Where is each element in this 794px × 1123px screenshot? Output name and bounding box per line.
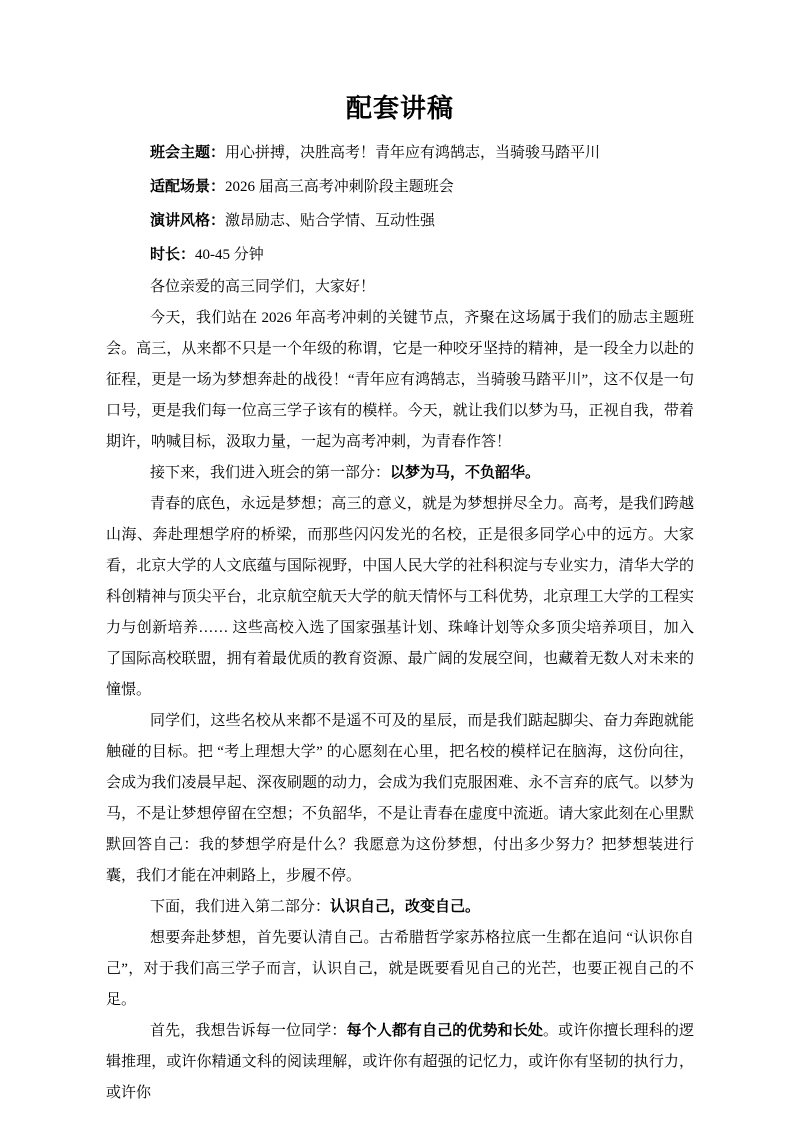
document-content xyxy=(106,92,694,1109)
meta-line xyxy=(106,204,694,238)
text-run: 青春的底色，永远是梦想；高三的意义，就是为梦想拼尽全力。高考，是我们跨越山海、奔赴理想学府的桥梁，而那些闪闪发光的名校，正是很多同学心中的远方。大家看，北京大学的人文底蕴与国际视野，中国人民大学的社科积淀与专业实力，清华大学的科创精神与顶尖平台，北京航空航天大学的航天情怀与工科优势，北京理工大学的工程实力与创新培养…… 这些高校入选了国家强基计划、珠峰计划等众多顶尖培养项目，加入了国际高校联盟，拥有着最优质的教育资源、最广阔的发展空间，也藏着无数人对未来的憧憬。 xyxy=(106,496,694,698)
bold-text-run: 每个人都有自己的优势和长处 xyxy=(346,1023,543,1039)
meta-line xyxy=(106,170,694,204)
body-paragraph xyxy=(106,1016,694,1109)
bold-text-run: 时长： xyxy=(150,247,196,263)
text-run: 今天，我们站在 2026 年高考冲刺的关键节点，齐聚在这场属于我们的励志主题班会。高三，从来都不只是一个年级的称谓，它是一种咬牙坚持的精神，是一段全力以赴的征程，更是一场为梦想奔赴的战役！“青年应有鸿鹄志，当骑骏马踏平川”，这不仅是一句口号，更是我们每一位高三学子该有的模样。今天，就让我们以梦为马，正视自我，带着期许，呐喊目标，汲取力量，一起为高考冲刺，为青春作答！ xyxy=(106,310,694,450)
meta-section xyxy=(106,136,694,272)
text-run: 想要奔赴梦想，首先要认清自己。古希腊哲学家苏格拉底一生都在追问 “认识你自己”，对于我们高三学子而言，认识自己，就是既要看见自己的光芒，也要正视自己的不足。 xyxy=(106,930,694,1008)
text-run: 40-45 分钟 xyxy=(195,247,264,263)
text-run: 首先，我想告诉每一位同学： xyxy=(150,1023,347,1039)
body-paragraph xyxy=(106,489,694,706)
bold-text-run: 认识自己，改变自己。 xyxy=(330,899,481,915)
bold-text-run: 适配场景： xyxy=(150,179,226,195)
text-run: 接下来，我们进入班会的第一部分： xyxy=(150,465,391,481)
bold-text-run: 演讲风格： xyxy=(150,213,226,229)
text-run: 。或许你擅长理科的逻辑推理，或许你精通文科的阅读理解，或许你有超强的记忆力，或许你有坚韧的执行力，或许你 xyxy=(106,1023,694,1101)
meta-line xyxy=(106,136,694,170)
body-paragraph xyxy=(106,892,694,923)
text-run: 各位亲爱的高三同学们，大家好！ xyxy=(150,279,376,295)
body-paragraph xyxy=(106,923,694,1016)
body-paragraph xyxy=(106,303,694,458)
body-paragraph xyxy=(106,706,694,892)
text-run: 激昂励志、贴合学情、互动性强 xyxy=(225,213,436,229)
body-section xyxy=(106,272,694,1109)
body-paragraph xyxy=(106,458,694,489)
page-title: 配套讲稿 xyxy=(345,94,454,123)
meta-line xyxy=(106,238,694,272)
bold-text-run: 班会主题： xyxy=(150,145,226,161)
bold-text-run: 以梦为马，不负韶华。 xyxy=(390,465,541,481)
text-run: 用心拼搏，决胜高考！青年应有鸿鹄志，当骑骏马踏平川 xyxy=(225,145,601,161)
text-run: 2026 届高三高考冲刺阶段主题班会 xyxy=(225,179,454,195)
body-paragraph xyxy=(106,272,694,303)
text-run: 下面，我们进入第二部分： xyxy=(150,899,331,915)
text-run: 同学们，这些名校从来都不是遥不可及的星辰，而是我们踮起脚尖、奋力奔跑就能触碰的目标。把 “考上理想大学” 的心愿刻在心里，把名校的模样记在脑海，这份向往，会成为我们凌晨早起、深夜刷题的动力，会成为我们克服困难、永不言弃的底气。以梦为马，不是让梦想停留在空想；不负韶华，不是让青春在虚度中流逝。请大家此刻在心里默默回答自己：我的梦想学府是什么？我愿意为这份梦想，付出多少努力？把梦想装进行囊，我们才能在冲刺路上，步履不停。 xyxy=(106,713,694,884)
